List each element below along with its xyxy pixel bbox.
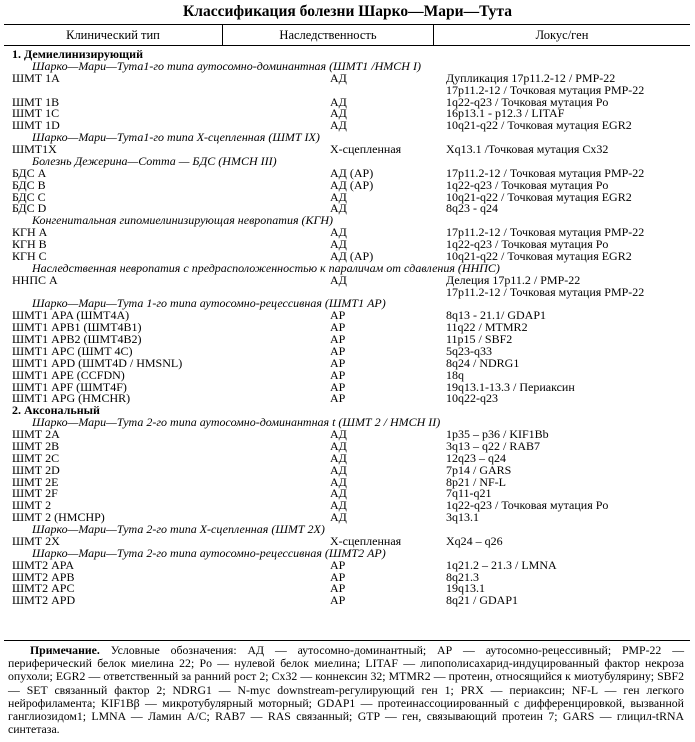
cell-inheritance: АД — [330, 474, 347, 489]
cell-locus-gene: 8q24 / NDRG1 — [446, 355, 520, 370]
cell-inheritance: АД — [330, 498, 347, 513]
cell-locus-gene: Дупликация 17p11.2-12 / PMP-22 — [446, 70, 616, 85]
cell-clinical-type: ШМТ1 APF (ШМТ4F) — [12, 379, 127, 394]
cell-clinical-type: ШМТ 2C — [12, 450, 60, 465]
table-row — [8, 429, 690, 441]
cell-clinical-type: ШМТ1X — [12, 142, 57, 156]
cell-clinical-type: БДС C — [12, 189, 46, 204]
cell-clinical-type: БДС A — [12, 165, 47, 180]
cell-locus-gene: 1p35 – p36 / KIF1Bb — [446, 427, 549, 441]
cell-locus-gene: 7q11-q21 — [446, 486, 492, 501]
cell-inheritance: АД — [330, 118, 347, 133]
cell-inheritance: АД — [330, 510, 347, 525]
note-label: Примечание. — [30, 643, 100, 657]
cell-inheritance: АР — [330, 308, 346, 323]
cell-clinical-type: КГН B — [12, 237, 47, 251]
cell-locus-gene: 1q22-q23 / Точковая мутация Po — [446, 94, 609, 109]
cell-locus-gene: 17p11.2-12 / Точковая мутация PMP-22 — [446, 165, 645, 180]
cell-clinical-type: ШМТ 2E — [12, 474, 59, 489]
cell-clinical-type: БДС D — [12, 201, 47, 216]
cell-locus-gene: 17p11.2-12 / Точковая мутация PMP-22 — [446, 225, 645, 240]
cell-clinical-type: ШМТ1 APC (ШМТ 4C) — [12, 343, 133, 358]
table-row — [8, 450, 690, 465]
cell-inheritance: АД — [330, 237, 347, 251]
cell-clinical-type: ШМТ 2 (HMCHP) — [12, 510, 105, 525]
cell-clinical-type: ШМТ 2 — [12, 498, 52, 513]
header-locus-gene: Локус/ген — [535, 27, 589, 42]
cell-clinical-type: ШМТ2 APD — [12, 593, 76, 608]
cell-locus-gene: 1q22-q23 / Точковая мутация Po — [446, 237, 609, 251]
cell-inheritance: АД — [330, 94, 347, 109]
cell-inheritance: АР — [330, 569, 346, 584]
subgroup-heading-text: Шарко—Мари—Тута 1-го типа аутосомно-рецессивная (ШМТ1 АР) — [32, 296, 386, 311]
cell-inheritance: АД — [330, 462, 347, 477]
cell-locus-gene: Делеция 17p11.2 / PMP-22 — [446, 272, 581, 287]
cell-locus-gene: 10q22-q23 — [446, 391, 498, 406]
table-row — [8, 500, 690, 512]
cell-clinical-type: ШМТ2 APB — [12, 569, 75, 584]
cell-inheritance: АР — [330, 379, 346, 394]
table-row — [8, 438, 690, 453]
cell-clinical-type: ШМТ 2F — [12, 486, 58, 501]
subgroup-heading-text: Шарко—Мари—Тута 2-го типа X-сцепленная (ШМТ 2X) — [32, 522, 325, 536]
cell-clinical-type: ШМТ 2A — [12, 427, 60, 441]
cell-inheritance: АР — [330, 355, 346, 370]
cell-locus-gene: 8q21 / GDAP1 — [446, 593, 519, 608]
header-inheritance: Наследственность — [223, 25, 434, 45]
cell-clinical-type: ШМТ 1A — [12, 70, 60, 85]
cell-clinical-type: ШМТ1 APD (ШМТ4D / HMSNL) — [12, 355, 183, 370]
cell-clinical-type: БДС B — [12, 177, 46, 192]
cell-locus-gene: 1q21.2 – 21.3 / LMNA — [446, 557, 557, 572]
table-row — [8, 583, 690, 595]
cell-locus-gene: 17p11.2-12 / Точковая мутация PMP-22 — [446, 82, 645, 97]
cell-locus-gene: 16p13.1 - p12.3 / LITAF — [446, 106, 565, 121]
cell-inheritance: АД — [330, 201, 347, 216]
table-row — [8, 569, 690, 584]
cell-inheritance: АР — [330, 367, 346, 382]
section-heading-text: 1. Демиелинизирующий — [12, 47, 143, 61]
cell-inheritance: АР — [330, 343, 346, 358]
cell-inheritance: АД — [330, 450, 347, 465]
cell-locus-gene: 8q13 - 21.1/ GDAP1 — [446, 308, 547, 323]
table-row — [8, 189, 690, 204]
cell-clinical-type: КГН A — [12, 225, 48, 240]
subgroup-heading-text: Шарко—Мари—Тута1-го типа X-сцепленная (ШМТ IX) — [32, 130, 320, 145]
cell-locus-gene: 11p15 / SBF2 — [446, 332, 513, 346]
cell-locus-gene: 5q23-q33 — [446, 343, 492, 358]
cell-inheritance: АД — [330, 106, 347, 121]
cell-clinical-type: ШМТ1 APG (HMCHR) — [12, 391, 131, 406]
subgroup-heading — [8, 260, 690, 275]
cell-inheritance: АР — [330, 320, 346, 335]
cell-inheritance: АД (АР) — [330, 165, 374, 180]
cell-locus-gene: 11q22 / MTMR2 — [446, 320, 528, 335]
cell-clinical-type: ШМТ1 APB2 (ШМТ4B2) — [12, 332, 142, 346]
cell-inheritance: АР — [330, 581, 346, 596]
cell-clinical-type: ННПС A — [12, 272, 58, 287]
table-header — [4, 24, 690, 46]
table-bottom-rule — [4, 640, 690, 641]
cell-inheritance: X-сцепленная — [330, 142, 402, 156]
section-heading-text: 2. Аксональный — [12, 403, 100, 418]
cell-inheritance: X-сцепленная — [330, 533, 402, 548]
subgroup-heading — [8, 545, 690, 560]
cell-clinical-type: ШМТ2 APA — [12, 557, 75, 572]
cell-locus-gene: 19q13.1 — [446, 581, 485, 596]
cell-inheritance: АР — [330, 332, 346, 346]
cell-locus-gene: 10q21-q22 / Точковая мутация EGR2 — [446, 118, 632, 133]
table-row — [8, 393, 690, 405]
cell-clinical-type: ШМТ2 APC — [12, 581, 75, 596]
cell-clinical-type: ШМТ 2B — [12, 438, 60, 453]
table-row — [8, 474, 690, 489]
cell-locus-gene: Xq13.1 /Точковая мутация Cx32 — [446, 142, 609, 156]
cell-inheritance: АД (АР) — [330, 177, 374, 192]
cell-clinical-type: ШМТ 2X — [12, 533, 60, 548]
cell-inheritance: АД — [330, 225, 347, 240]
table-row — [8, 595, 690, 607]
subgroup-heading-text: Наследственная невропатия с предрасположенностью к параличам от сдавления (ННПС) — [32, 260, 500, 275]
cell-locus-gene: 8p21 / NF-L — [446, 474, 506, 489]
cell-locus-gene: 17p11.2-12 / Точковая мутация PMP-22 — [446, 284, 645, 299]
cell-inheritance: АД — [330, 189, 347, 204]
cell-inheritance: АД — [330, 427, 347, 441]
cell-clinical-type: КГН C — [12, 248, 47, 263]
cell-inheritance: АД (АР) — [330, 248, 374, 263]
cell-clinical-type: ШМТ1 APE (CCFDN) — [12, 367, 125, 382]
cell-clinical-type: ШМТ 2D — [12, 462, 60, 477]
table-row — [8, 94, 690, 109]
cell-locus-gene: Xq24 – q26 — [446, 533, 503, 548]
cell-clinical-type: ШМТ1 APA (ШМТ4A) — [12, 308, 130, 323]
table-row — [8, 557, 690, 572]
cell-locus-gene: 8q23 - q24 — [446, 201, 498, 216]
cell-clinical-type: ШМТ1 APB1 (ШМТ4B1) — [12, 320, 142, 335]
cell-inheritance: АР — [330, 593, 346, 608]
cell-locus-gene: 3q13 – q22 / RAB7 — [446, 438, 541, 453]
cell-clinical-type: ШМТ 1C — [12, 106, 60, 121]
cell-locus-gene: 7p14 / GARS — [446, 462, 512, 477]
table-title: Классификация болезни Шарко—Мари—Тута — [183, 3, 512, 20]
header-clinical-type: Клинический тип — [4, 25, 223, 45]
table-note — [8, 644, 684, 736]
cell-inheritance: АД — [330, 438, 347, 453]
note-text: Условные обозначения: АД — аутосомно-доминантный; АР — аутосомно-рецессивный; PMP-22 — периферический белок миелина 22; Po — нулевой белок миелина; LITAF — липополисахарид-индуцированный фактор некроза опухоли; EGR2 — ответственный за ранний рост 2; Cx32 — коннексин 32; MTMR2 — протеин, относящийся к миотубулярину; SBF2 — SET связанный фактор 2; NDRG1 — N-myc downstream-регулирующий ген 1; PRX — периаксин; NF-L — ген легкого нейрофиламента; KIF1Bβ — микротубулярный моторный; GDAP1 — протеинассоциированный с дифференцировкой, вызванной ганглиозидом1; LMNA — Ламин A/C; RAB7 — RAS связанный; GTP — ген, связывающий протеин 7; GARS — глицил-tRNA синтетаза. — [8, 643, 684, 737]
cell-inheritance: АД — [330, 486, 347, 501]
cell-locus-gene: 18q — [446, 367, 464, 382]
subgroup-heading — [8, 417, 690, 429]
cell-locus-gene: 8q21.3 — [446, 569, 479, 584]
cell-inheritance: АД — [330, 70, 347, 85]
cell-locus-gene: 19q13.1-13.3 / Периаксин — [446, 379, 575, 394]
cell-inheritance: АД — [330, 272, 347, 287]
cell-clinical-type: ШМТ 1D — [12, 118, 60, 133]
cell-clinical-type: ШМТ 1B — [12, 94, 60, 109]
subgroup-heading-text: Шарко—Мари—Тута 2-го типа аутосомно-рецессивная (ШМТ2 АР) — [32, 545, 386, 560]
table-body — [8, 49, 690, 607]
cell-locus-gene: 12q23 – q24 — [446, 450, 506, 465]
subgroup-heading-text: Шарко—Мари—Тута 2-го типа аутосомно-доминантная t (ШМТ 2 / HMCH II) — [32, 415, 441, 430]
subgroup-heading-text: Конгенитальная гипомиелинизирующая невропатия (КГН) — [32, 213, 333, 228]
cell-locus-gene: 1q22-q23 / Точковая мутация Po — [446, 498, 609, 513]
subgroup-heading-text: Шарко—Мари—Тута1-го типа аутосомно-доминантная (ШМТ1 /HMCH I) — [32, 58, 421, 73]
cell-locus-gene: 10q21-q22 / Точковая мутация EGR2 — [446, 248, 632, 263]
subgroup-heading-text: Болезнь Дежерина—Сотта — БДС (HMCH III) — [32, 153, 277, 168]
table-row — [8, 462, 690, 477]
cell-locus-gene: 3q13.1 — [446, 510, 479, 525]
cell-inheritance: АР — [330, 557, 346, 572]
cell-inheritance: АР — [330, 391, 346, 406]
cell-locus-gene: 1q22-q23 / Точковая мутация Po — [446, 177, 609, 192]
cell-locus-gene: 10q21-q22 / Точковая мутация EGR2 — [446, 189, 632, 204]
